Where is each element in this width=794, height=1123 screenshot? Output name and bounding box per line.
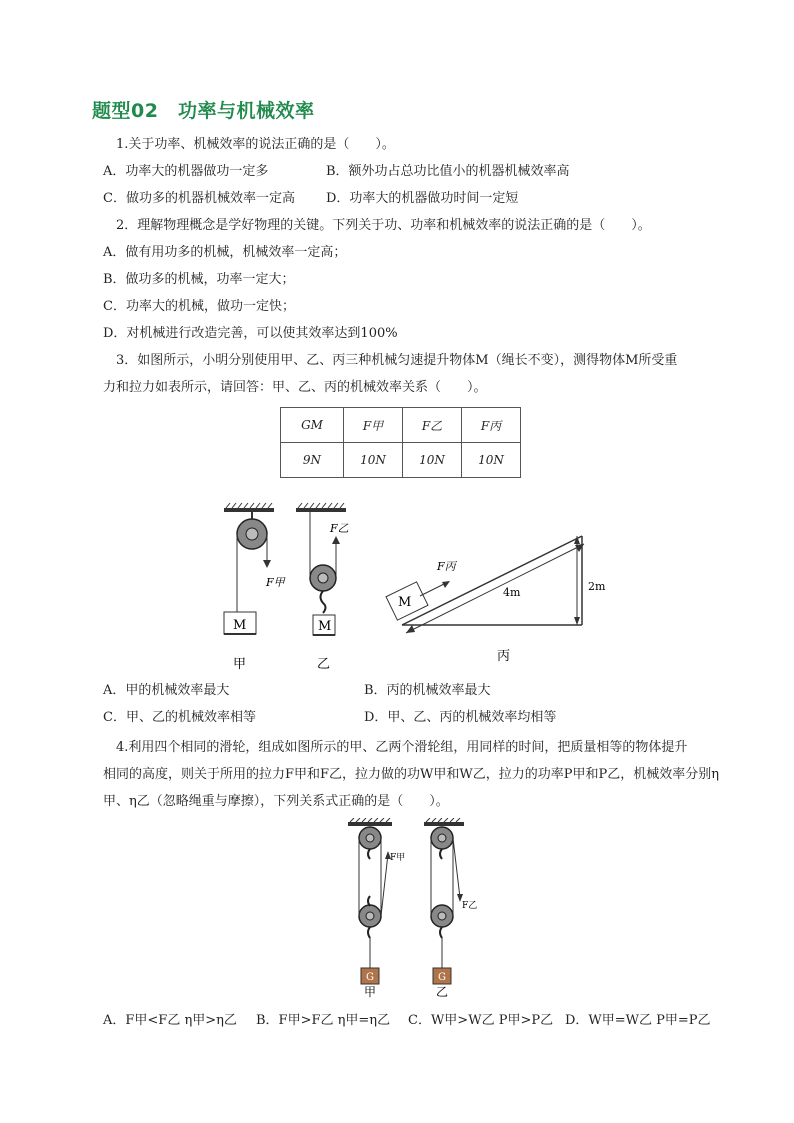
table-header-cell: GM: [281, 408, 344, 443]
length-label: 4m: [503, 586, 521, 599]
table-header-cell: F丙: [462, 408, 521, 443]
label-yi-q4: 乙: [436, 985, 449, 999]
table-cell: 9N: [281, 443, 344, 478]
q3-option-a: A．甲的机械效率最大: [103, 683, 230, 698]
weight-label-yi: G: [438, 972, 446, 983]
f-bing-label: F丙: [437, 560, 456, 573]
mass-label-yi: M: [318, 619, 332, 634]
q1-stem: 1.关于功率、机械效率的说法正确的是（ ）。: [116, 137, 395, 152]
q4-stem-line3: 甲、η乙（忽略绳重与摩擦），下列关系式正确的是（ ）。: [103, 794, 449, 809]
section-title: 题型02 功率与机械效率: [92, 100, 315, 122]
q2-option-a: A．做有用功多的机械，机械效率一定高；: [103, 245, 347, 260]
weight-label-jia: G: [366, 972, 374, 983]
mass-label-jia: M: [233, 618, 247, 633]
f-yi-label-q4: F乙: [462, 901, 478, 911]
q3-option-b: B．丙的机械效率最大: [364, 683, 491, 698]
q2-stem: 2．理解物理概念是学好物理的关键。下列关于功、功率和机械效率的说法正确的是（ ）。: [116, 218, 651, 233]
q4-option-a: A．F甲<F乙 η甲>η乙: [103, 1013, 237, 1028]
height-label: 2m: [588, 580, 606, 593]
q4-option-d: D．W甲=W乙 P甲=P乙: [565, 1013, 711, 1028]
q3-option-d: D．甲、乙、丙的机械效率均相等: [364, 710, 557, 725]
q3-option-c: C．甲、乙的机械效率相等: [103, 710, 256, 725]
table-cell: 10N: [344, 443, 403, 478]
q2-option-b: B．做功多的机械，功率一定大；: [103, 272, 295, 287]
q1-option-a: A．功率大的机器做功一定多: [103, 164, 269, 179]
label-bing: 丙: [497, 649, 511, 664]
q1-option-d: D．功率大的机器做功时间一定短: [326, 191, 519, 206]
q4-figure: [330, 818, 480, 1003]
q4-option-b: B．F甲>F乙 η甲=η乙: [256, 1013, 391, 1028]
table-cell: 10N: [403, 443, 462, 478]
q2-option-c: C．功率大的机械，做功一定快；: [103, 299, 295, 314]
label-jia: 甲: [233, 657, 247, 672]
mass-label-bing: M: [398, 595, 412, 610]
table-header-cell: F甲: [344, 408, 403, 443]
table-cell: 10N: [462, 443, 521, 478]
f-jia-label-q4: F甲: [390, 853, 406, 863]
f-yi-label: F乙: [330, 522, 349, 535]
q1-option-c: C．做功多的机器机械效率一定高: [103, 191, 295, 206]
q2-option-d: D．对机械进行改造完善，可以使其效率达到100%: [103, 326, 398, 341]
f-jia-label: F甲: [266, 576, 285, 589]
force-table: [280, 407, 521, 478]
fixed-pulley-diagram: [224, 503, 274, 634]
q1-option-b: B．额外功占总功比值小的机器机械效率高: [326, 164, 570, 179]
table-header-cell: F乙: [403, 408, 462, 443]
q3-stem-line1: 3．如图所示，小明分别使用甲、乙、丙三种机械匀速提升物体M（绳长不变），测得物体M所受重: [116, 353, 678, 368]
q4-option-c: C．W甲>W乙 P甲>P乙: [408, 1013, 554, 1028]
label-yi: 乙: [317, 657, 331, 672]
q4-stem-line2: 相同的高度，则关于所用的拉力F甲和F乙，拉力做的功W甲和W乙，拉力的功率P甲和P乙，机械效率分别η: [103, 767, 720, 782]
table-header-row: [281, 408, 521, 443]
q3-stem-line2: 力和拉力如表所示，请回答：甲、乙、丙的机械效率关系（ ）。: [103, 380, 487, 395]
label-jia-q4: 甲: [364, 985, 377, 999]
q4-stem-line1: 4.利用四个相同的滑轮，组成如图所示的甲、乙两个滑轮组，用同样的时间，把质量相等的物体提升: [116, 740, 688, 755]
pulley-group-yi: [424, 818, 464, 984]
table-row: [281, 443, 521, 478]
incline-diagram: [386, 536, 584, 633]
q3-figure: [200, 500, 620, 675]
pulley-group-jia: [348, 818, 392, 984]
